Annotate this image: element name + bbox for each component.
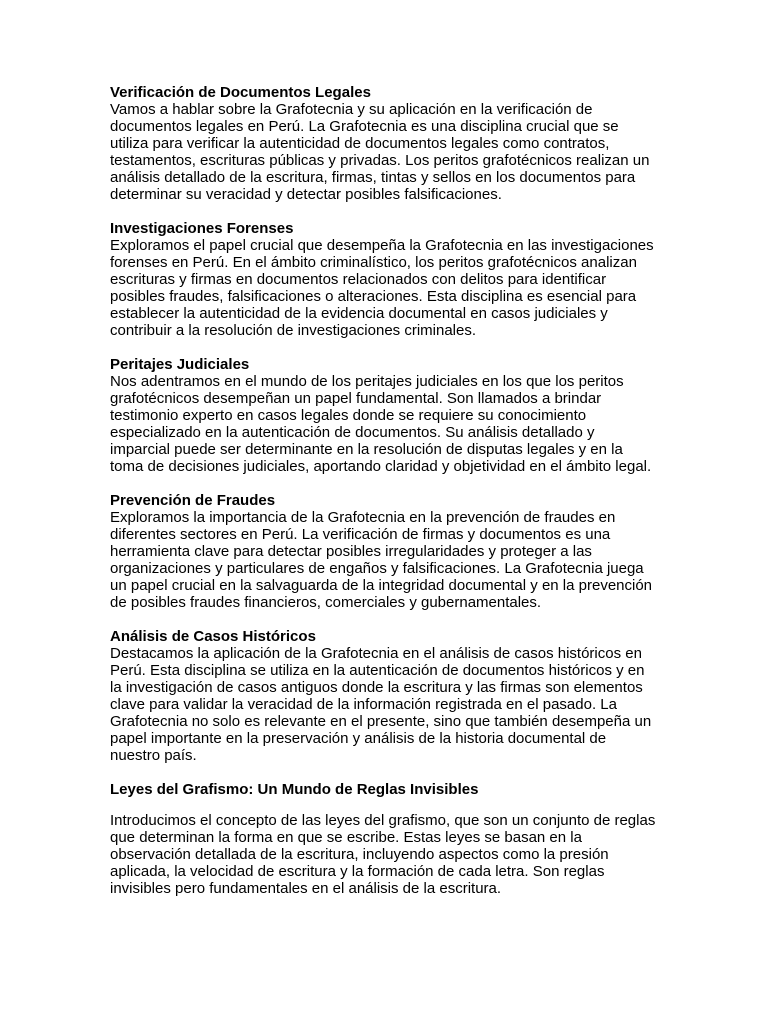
section-analisis-casos-historicos <box>110 628 658 764</box>
section-body: Destacamos la aplicación de la Grafotecnia en el análisis de casos históricos en Perú. Esta disciplina se utiliza en la autenticación de documentos históricos y en la investigación de casos antiguos donde la escritura y las firmas son elementos clave para validar la veracidad de la información registrada en el pasado. La Grafotecnia no solo es relevante en el presente, sino que también desempeña un papel importante en la preservación y análisis de la historia documental de nuestro país. <box>110 645 652 764</box>
section-body: Exploramos el papel crucial que desempeña la Grafotecnia en las investigaciones forenses en Perú. En el ámbito criminalístico, los peritos grafotécnicos analizan escrituras y firmas en documentos relacionados con delitos para identificar posibles fraudes, falsificaciones o alteraciones. Esta disciplina es esencial para establecer la autenticidad de la evidencia documental en casos judiciales y contribuir a la resolución de investigaciones criminales. <box>110 237 654 339</box>
section-body: Introducimos el concepto de las leyes del grafismo, que son un conjunto de reglas que determinan la forma en que se escribe. Estas leyes se basan en la observación detallada de la escritura, incluyendo aspectos como la presión aplicada, la velocidad de escritura y la formación de cada letra. Son reglas invisibles pero fundamentales en el análisis de la escritura. <box>110 812 656 897</box>
section-heading: Peritajes Judiciales <box>110 356 250 373</box>
section-heading: Análisis de Casos Históricos <box>110 628 316 645</box>
section-peritajes-judiciales <box>110 356 658 475</box>
section-body: Exploramos la importancia de la Grafotecnia en la prevención de fraudes en diferentes sectores en Perú. La verificación de firmas y documentos es una herramienta clave para detectar posibles irregularidades y proteger a las organizaciones y particulares de engaños y falsificaciones. La Grafotecnia juega un papel crucial en la salvaguarda de la integridad documental y en la prevención de posibles fraudes financieros, comerciales y gubernamentales. <box>110 509 653 611</box>
section-body: Nos adentramos en el mundo de los peritajes judiciales en los que los peritos grafotécnicos desempeñan un papel fundamental. Son llamados a brindar testimonio experto en casos legales donde se requiere su conocimiento especializado en la autenticación de documentos. Su análisis detallado y imparcial puede ser determinante en la resolución de disputas legales y en la toma de decisiones judiciales, aportando claridad y objetividad en el ámbito legal. <box>110 373 652 475</box>
section-heading: Prevención de Fraudes <box>110 492 276 509</box>
section-heading: Leyes del Grafismo: Un Mundo de Reglas Invisibles <box>110 781 479 798</box>
section-investigaciones-forenses <box>110 220 658 339</box>
section-verificacion-documentos <box>110 84 658 203</box>
section-leyes-grafismo <box>110 781 658 897</box>
section-body: Vamos a hablar sobre la Grafotecnia y su aplicación en la verificación de documentos legales en Perú. La Grafotecnia es una disciplina crucial que se utiliza para verificar la autenticidad de documentos legales como contratos, testamentos, escrituras públicas y privadas. Los peritos grafotécnicos realizan un análisis detallado de la escritura, firmas, tintas y sellos en los documentos para determinar su veracidad y detectar posibles falsificaciones. <box>110 101 650 203</box>
section-prevencion-fraudes <box>110 492 658 611</box>
section-heading: Investigaciones Forenses <box>110 220 294 237</box>
document-page <box>110 84 658 914</box>
section-heading: Verificación de Documentos Legales <box>110 84 371 101</box>
